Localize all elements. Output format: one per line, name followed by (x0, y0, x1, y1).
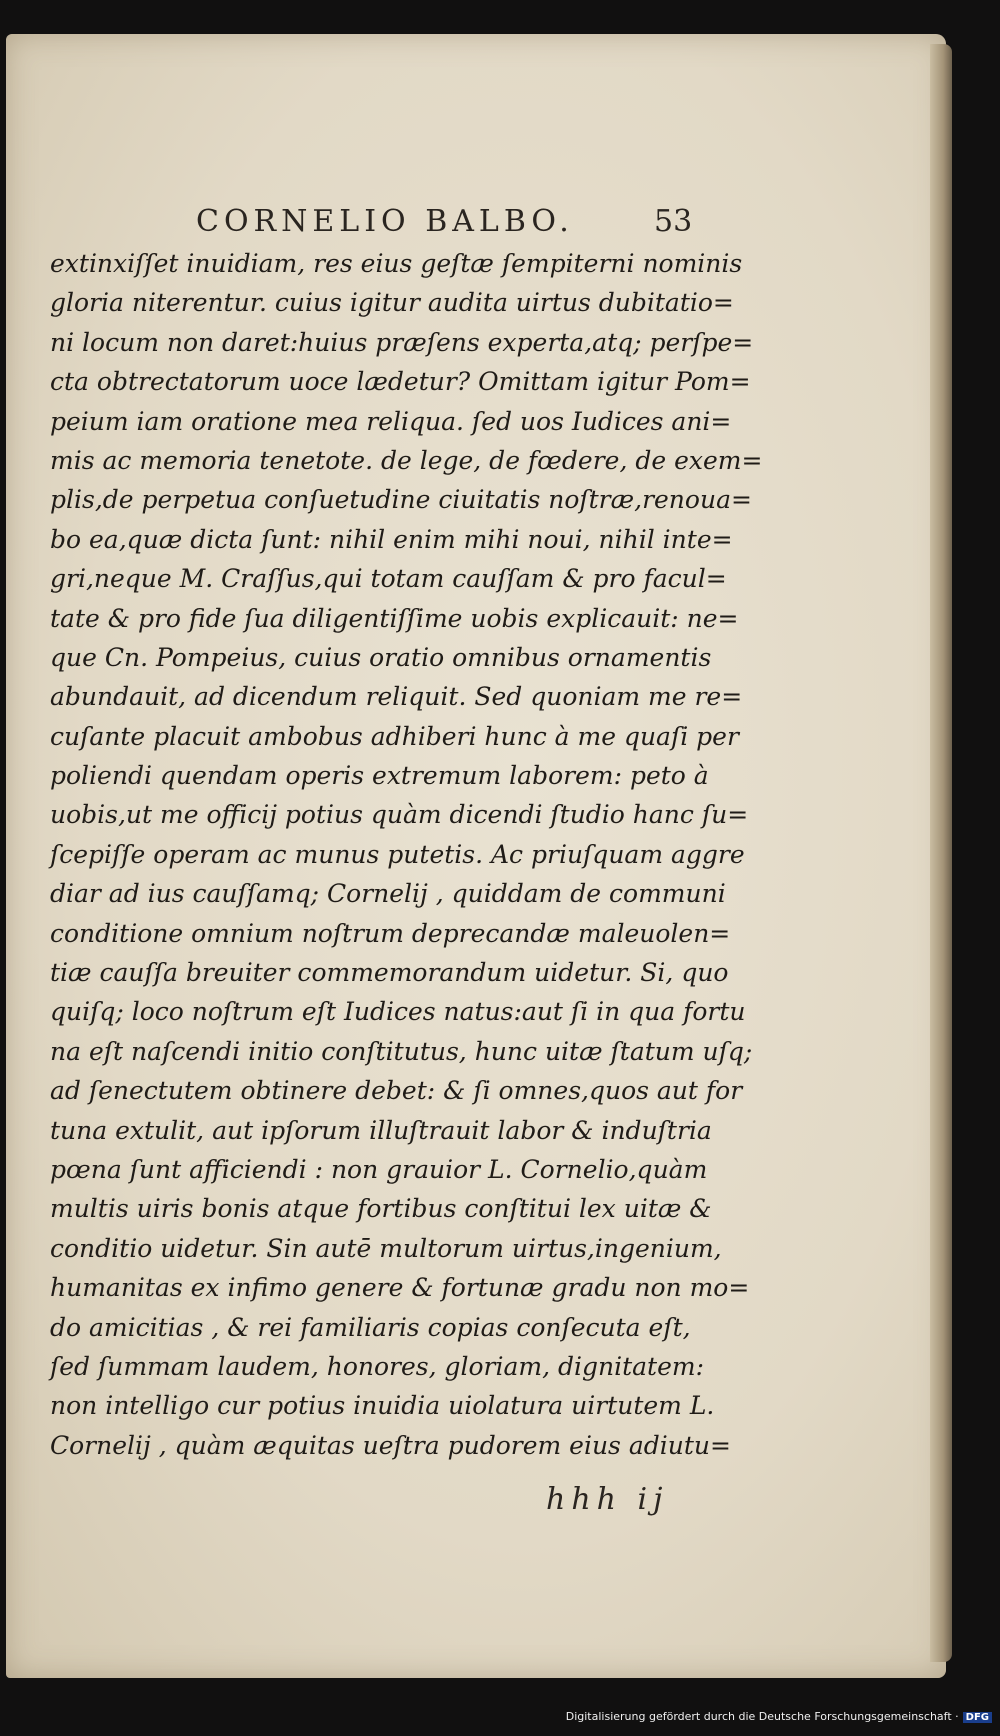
text-line: ſed ſummam laudem, honores, gloriam, dignitatem: (50, 1351, 705, 1381)
book-page (6, 34, 946, 1678)
text-line: gri,neque M. Craſſus,qui totam cauſſam & pro facul= (50, 564, 727, 594)
text-line: gloria niterentur. cuius igitur audita uirtus dubitatio= (50, 288, 734, 318)
body-text (50, 244, 763, 1465)
text-line: abundauit, ad dicendum reliquit. Sed quoniam me re= (50, 682, 743, 712)
text-line: ſcepiſſe operam ac munus putetis. Ac priuſquam aggre (50, 839, 745, 869)
text-line: mis ac memoria tenetote. de lege, de fœdere, de exem= (50, 445, 763, 475)
page-number: 53 (654, 204, 693, 239)
text-line: tuna extulit, aut ipſorum illuſtrauit labor & induſtria (50, 1115, 712, 1145)
text-line: diar ad ius cauſſamq; Cornelij , quiddam de communi (50, 879, 726, 909)
text-line: quiſq; loco noſtrum eſt Iudices natus:aut ſi in qua fortu (50, 997, 746, 1027)
signature-mark: hhh ij (546, 1482, 669, 1517)
text-line: ni locum non daret:huius præſens experta,atq; perſpe= (50, 327, 754, 357)
text-line: extinxiſſet inuidiam, res eius geſtæ ſempiterni nominis (50, 249, 743, 278)
text-line: poliendi quendam operis extremum laborem: peto à (50, 761, 709, 791)
running-title: CORNELIO BALBO. (196, 204, 574, 239)
text-line: uobis,ut me officij potius quàm dicendi ſtudio hanc ſu= (50, 800, 749, 830)
page-edge (930, 44, 952, 1662)
text-line: Cornelij , quàm æquitas ueſtra pudorem eius adiutu= (50, 1430, 731, 1460)
text-line: pœna ſunt afficiendi : non grauior L. Cornelio,quàm (50, 1154, 708, 1184)
text-line: bo ea,quæ dicta ſunt: nihil enim mihi noui, nihil inte= (50, 524, 733, 554)
text-line: tiæ cauſſa breuiter commemorandum uidetur. Si, quo (50, 958, 729, 988)
text-line: conditione omnium noſtrum deprecandæ maleuolen= (50, 918, 731, 948)
text-line: do amicitias , & rei familiaris copias conſecuta eſt, (50, 1312, 691, 1342)
dfg-logo: DFG (963, 1712, 992, 1723)
text-line: multis uiris bonis atque fortibus conſtitui lex uitæ & (50, 1194, 712, 1224)
text-line: peium iam oratione mea reliqua. ſed uos Iudices ani= (50, 406, 732, 436)
text-line: que Cn. Pompeius, cuius oratio omnibus ornamentis (50, 642, 712, 672)
text-line: non intelligo cur potius inuidia uiolatura uirtutem L. (50, 1391, 715, 1421)
text-line: na eſt naſcendi initio conſtitutus, hunc uitæ ſtatum uſq; (50, 1036, 753, 1066)
digitization-credit (566, 1710, 992, 1723)
text-line: conditio uidetur. Sin autē multorum uirtus,ingenium, (50, 1233, 722, 1263)
text-line: ad ſenectutem obtinere debet: & ſi omnes,quos aut for (50, 1076, 743, 1106)
text-line: humanitas ex infimo genere & fortunæ gradu non mo= (50, 1273, 750, 1303)
text-line: cuſante placuit ambobus adhiberi hunc à me quaſi per (50, 721, 739, 751)
credit-text: Digitalisierung gefördert durch die Deutsche Forschungsgemeinschaft · (565, 1710, 959, 1723)
text-line: cta obtrectatorum uoce lædetur? Omittam igitur Pom= (50, 367, 751, 397)
text-line: plis,de perpetua conſuetudine ciuitatis noſtræ,renoua= (50, 485, 752, 515)
text-line: tate & pro fide ſua diligentiſſime uobis explicauit: ne= (50, 603, 739, 633)
